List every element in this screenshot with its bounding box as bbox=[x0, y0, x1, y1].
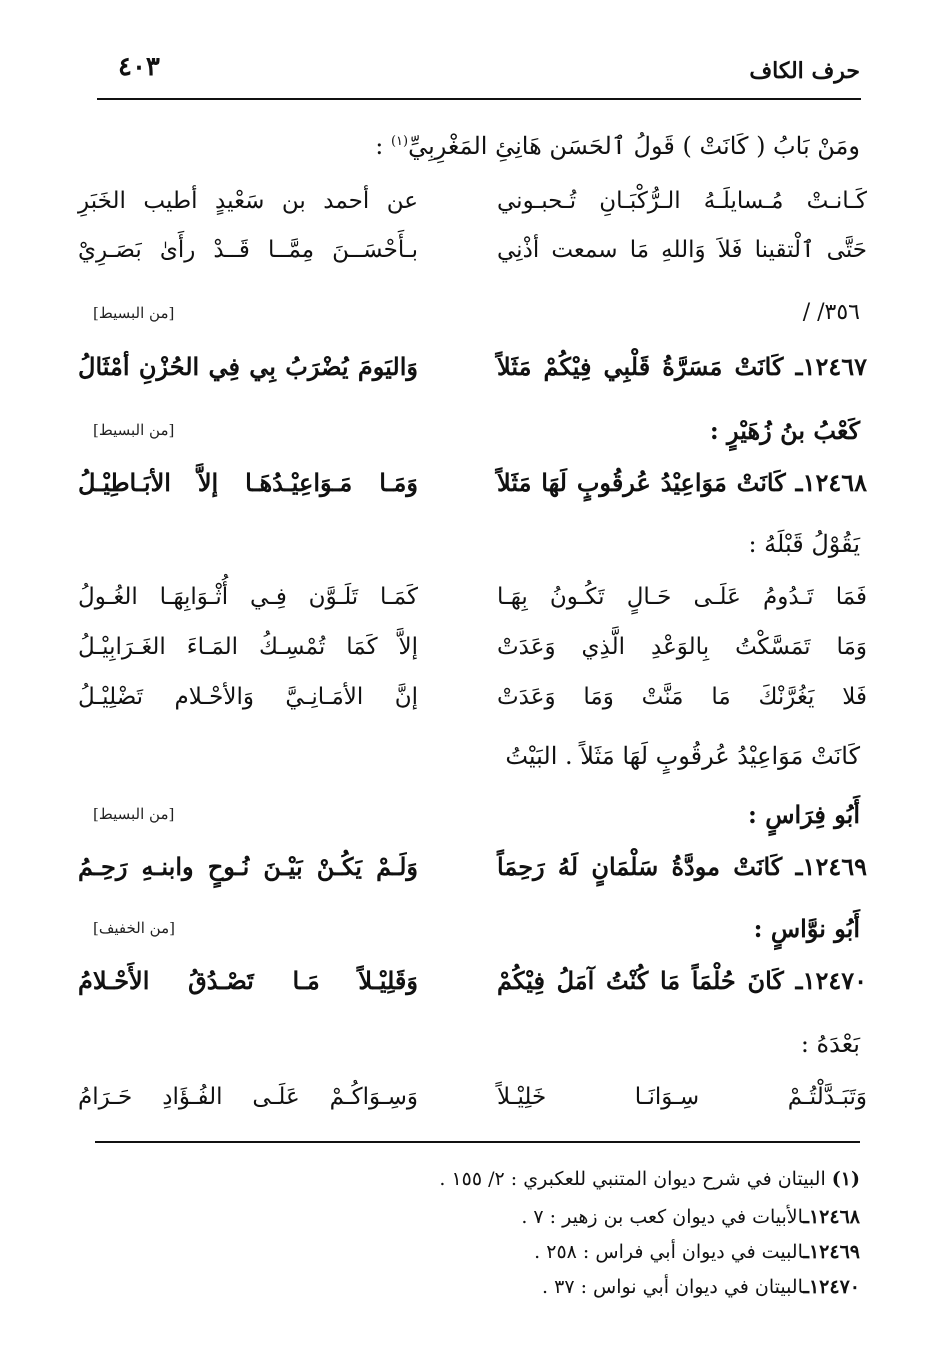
after-label: بَعْدَهُ : bbox=[800, 1030, 860, 1058]
footnote-number: ١٢٤٦٨ـ bbox=[803, 1206, 860, 1228]
hemistich-2: كَمَـا تَلَـوَّن فِـي أُثْـوَابِهَـا الغُـولُ bbox=[78, 584, 418, 610]
hemistich-1: فَمَا تَـدُومُ عَلَـى حَـالٍ تَكُـونُ بِهَـا bbox=[497, 584, 867, 610]
footnote-number: ١٢٤٦٩ـ bbox=[803, 1241, 860, 1263]
intro-text: ومَنْ بَابُ ( كَانَتْ ) قَولُ ٱلحَسَن هَانِئِ المَغْرِبِيِّ bbox=[408, 132, 860, 160]
kaab-verse-2 bbox=[78, 634, 867, 674]
hemistich-1: وَتَبَـدَّلْتُـمْ سِـوَانَـا خَلِيْـلاً bbox=[497, 1084, 867, 1110]
intro-verse-1 bbox=[78, 188, 867, 228]
footnote-ref: (١) bbox=[390, 134, 409, 149]
footnote-text: البيت في ديوان أبي فراس : ٢٥٨ . bbox=[534, 1241, 804, 1263]
hemistich-1 bbox=[497, 966, 867, 995]
verse-12469 bbox=[78, 852, 867, 892]
verse-number: ١٢٤٦٧ـ bbox=[795, 352, 868, 381]
intro-colon: : bbox=[375, 132, 391, 160]
verse-number: ١٢٤٧٠ـ bbox=[795, 966, 868, 995]
intro-line bbox=[375, 132, 860, 160]
hemistich-2: إلاَّ كَمَا تُمْسِـكُ المَـاءَ الغَـرَابِيْـلُ bbox=[78, 634, 418, 660]
verse-number: ١٢٤٦٩ـ bbox=[795, 852, 867, 881]
meter-label: [من البسيط] bbox=[93, 304, 175, 322]
poet-nuwas: أَبُو نوَّاسٍ : bbox=[753, 914, 860, 943]
hemistich-2: وَاليَومَ يُضْرَبُ بِي فِي الحُزْنِ أمْثَالُ bbox=[78, 352, 418, 381]
poet-kaab: كَعْبُ بنُ زُهَيْرٍ : bbox=[709, 416, 860, 445]
verse-12470 bbox=[78, 966, 867, 1006]
footnote-12468 bbox=[521, 1206, 860, 1228]
page-number: ٤٠٣ bbox=[118, 52, 160, 82]
footnote-text: البيتان في ديوان أبي نواس : ٣٧ . bbox=[542, 1276, 804, 1298]
kaab-verse-1 bbox=[78, 584, 867, 624]
hemistich-1 bbox=[497, 468, 867, 497]
hemistich-1 bbox=[497, 352, 867, 381]
verse-12467 bbox=[78, 352, 867, 392]
before-label: يَقُوْلُ قَبْلَهُ : bbox=[748, 530, 860, 558]
hemistich-2: بـأَحْسَــنَ مِمَّــا قَــدْ رأَىٰ بَصَـرِيْ bbox=[78, 237, 418, 263]
hemistich-1-text: كَانَتْ مَوَاعِيْدُ عُرقُوبٍ لَهَا مَثَلاً bbox=[497, 468, 786, 497]
last-verse bbox=[78, 1084, 867, 1124]
hemistich-1: حَتَّى ٱلْتقينا فَلاَ وَاللهِ مَا سمعت أذْنِي bbox=[497, 237, 867, 263]
hemistich-2: وَمَـا مَـوَاعِيْـدُهَـا إلاَّ الأبَـاطِيْـلُ bbox=[78, 468, 418, 497]
hemistich-2: عن أحمد بن سَعْيدٍ أطيب الخَبَرِ bbox=[78, 188, 418, 214]
footnote-12469 bbox=[534, 1241, 860, 1263]
header-rule bbox=[97, 98, 861, 100]
verse-12468 bbox=[78, 468, 867, 508]
hemistich-1-text: كَانَتْ مودَّةُ سَلْمَانٍ لَهُ رَحِمَاً bbox=[497, 852, 783, 881]
footnote-text: الأبيات في ديوان كعب بن زهير : ٧ . bbox=[521, 1206, 804, 1228]
footnote-number: (١) bbox=[831, 1168, 860, 1190]
hemistich-1-text: كَانَ حُلْمَاً مَا كُنْتُ آمَلُ فِيْكُمْ bbox=[497, 966, 784, 995]
reference-356: ٣٥٦/ / bbox=[802, 300, 860, 325]
hemistich-2: إنَّ الأمَـانِـيَّ وَالأحْـلام تَضْلِيْـلُ bbox=[78, 684, 418, 710]
hemistich-1: كَـانـتْ مُـسايلَـهُ الـرُّكْبَـانِ تُـحبـوني bbox=[497, 188, 867, 214]
hemistich-1: فَلا يَغُرَّنْكَ مَا مَنَّتْ وَمَا وَعَدَتْ bbox=[497, 684, 867, 710]
meter-label: [من الخفيف] bbox=[93, 919, 175, 937]
meter-label: [من البسيط] bbox=[93, 805, 175, 823]
chapter-title: حرف الكاف bbox=[749, 58, 860, 84]
hemistich-2: وَلَـمْ يَكُـنْ بَيْـنَ نُـوحٍ وابنـهِ رَحِـمُ bbox=[78, 852, 418, 881]
footnote-1 bbox=[439, 1168, 860, 1190]
footnote-text: البيتان في شرح ديوان المتنبي للعكبري : ٢/ ١٥٥ . bbox=[439, 1168, 832, 1190]
meter-label: [من البسيط] bbox=[93, 421, 175, 439]
poet-firas: أَبُو فِرَاسٍ : bbox=[748, 800, 860, 829]
hemistich-1-text: كَانَتْ مَسَرَّةُ قَلْبِي فِيْكُمْ مَثَلاً bbox=[497, 352, 784, 381]
kaab-verse-3 bbox=[78, 684, 867, 724]
intro-verse-2 bbox=[78, 237, 867, 277]
hemistich-2: وَسِـوَاكُـمْ عَلَـى الفُـؤَادِ حَـرَامُ bbox=[78, 1084, 418, 1110]
footnote-12470 bbox=[542, 1276, 860, 1298]
footnote-number: ١٢٤٧٠ـ bbox=[803, 1276, 860, 1298]
hemistich-2: وَقَلِيْـلاً مَـا تَصْـدُقُ الأَحْـلامُ bbox=[78, 966, 418, 995]
hemistich-1 bbox=[497, 852, 867, 881]
hemistich-1: وَمَا تَمَسَّكْتُ بِالوَعْدِ الَّذِي وَعَدَتْ bbox=[497, 634, 867, 660]
verse-number: ١٢٤٦٨ـ bbox=[795, 468, 868, 497]
kaab-quoted-line: كَانَتْ مَوَاعِيْدُ عُرقُوبٍ لَهَا مَثَلاً . البَيْتُ bbox=[505, 742, 860, 770]
footnote-rule bbox=[95, 1141, 860, 1143]
